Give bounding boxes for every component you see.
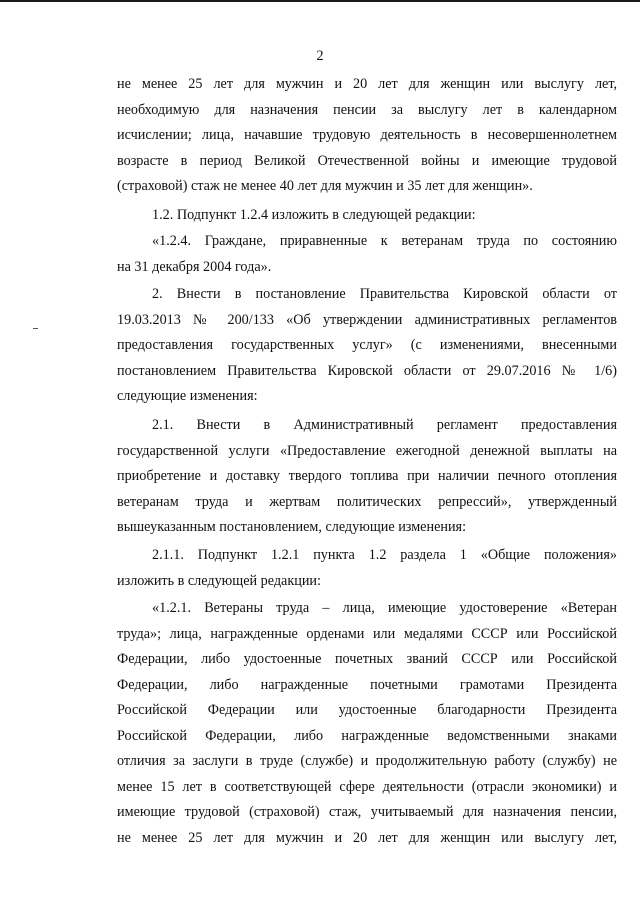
text-line: постановлением Правительства Кировской области от 29.07.2016 № 1/6) bbox=[117, 362, 617, 379]
text-line: исчислении; лица, начавшие трудовую деятельность в несовершеннолетнем bbox=[117, 127, 617, 143]
text-line: «1.2.4. Граждане, приравненные к ветеранам труда по состоянию bbox=[152, 233, 617, 249]
text-line: имеющие трудовой (страховой) стаж, учитываемый для назначения пенсии, bbox=[117, 804, 617, 820]
text-line: Российской Федерации или удостоенные благодарности Президента bbox=[117, 702, 617, 718]
text-line: 2.1.1. Подпункт 1.2.1 пункта 1.2 раздела 1 «Общие положения» bbox=[152, 547, 617, 563]
paragraph-2 bbox=[117, 282, 617, 410]
text-line: предоставления государственных услуг» (с изменениями, внесенными bbox=[117, 337, 617, 353]
paragraph-1-2-1 bbox=[117, 596, 617, 851]
text-line: изложить в следующей редакции: bbox=[117, 572, 321, 589]
text-line: не менее 25 лет для мужчин и 20 лет для женщин или выслугу лет, bbox=[117, 829, 617, 846]
text-line: государственной услуги «Предоставление ежегодной денежной выплаты на bbox=[117, 442, 617, 459]
paragraph-2-1 bbox=[117, 413, 617, 541]
paragraph-continuation bbox=[117, 72, 617, 200]
text-line: необходимую для назначения пенсии за выслугу лет в календарном bbox=[117, 101, 617, 118]
text-line: ветеранам труда и жертвам политических репрессий», утвержденный bbox=[117, 493, 617, 510]
text-line: не менее 25 лет для мужчин и 20 лет для женщин или выслугу лет, bbox=[117, 76, 617, 92]
text-line: 1.2. Подпункт 1.2.4 изложить в следующей редакции: bbox=[152, 207, 476, 223]
text-line: возрасте в период Великой Отечественной войны и имеющие трудовой bbox=[117, 152, 617, 169]
paragraph-1-2-4 bbox=[117, 229, 617, 280]
text-line: отличия за заслуги в труде (службе) и продолжительную работу (службу) не bbox=[117, 753, 617, 769]
text-line: (страховой) стаж не менее 40 лет для мужчин и 35 лет для женщин». bbox=[117, 178, 533, 194]
text-line: Российской Федерации, либо награжденные ведомственными знаками bbox=[117, 727, 617, 744]
margin-mark bbox=[33, 328, 38, 329]
text-line: приобретение и доставку твердого топлива при наличии печного отопления bbox=[117, 468, 617, 484]
text-line: Федерации, либо удостоенные почетных званий СССР или Российской bbox=[117, 651, 617, 667]
text-line: 19.03.2013 № 200/133 «Об утверждении административных регламентов bbox=[117, 311, 617, 328]
paragraph-2-1-1 bbox=[117, 543, 617, 594]
paragraph-1-2 bbox=[117, 203, 617, 229]
text-line: вышеуказанным постановлением, следующие изменения: bbox=[117, 519, 467, 535]
page-number: 2 bbox=[316, 48, 324, 64]
top-border-line bbox=[0, 0, 640, 2]
text-line: менее 15 лет в соответствующей сфере деятельности (отрасли экономики) и bbox=[117, 778, 617, 795]
text-line: «1.2.1. Ветераны труда – лица, имеющие удостоверение «Ветеран bbox=[152, 600, 617, 616]
text-line: на 31 декабря 2004 года». bbox=[117, 258, 272, 275]
text-line: 2. Внести в постановление Правительства Кировской области от bbox=[152, 286, 617, 302]
text-line: труда»; лица, награжденные орденами или медалями СССР или Российской bbox=[117, 625, 617, 642]
text-line: Федерации, либо награжденные почетными грамотами Президента bbox=[117, 676, 617, 693]
text-line: следующие изменения: bbox=[117, 388, 258, 404]
text-line: 2.1. Внести в Административный регламент предоставления bbox=[152, 417, 617, 433]
